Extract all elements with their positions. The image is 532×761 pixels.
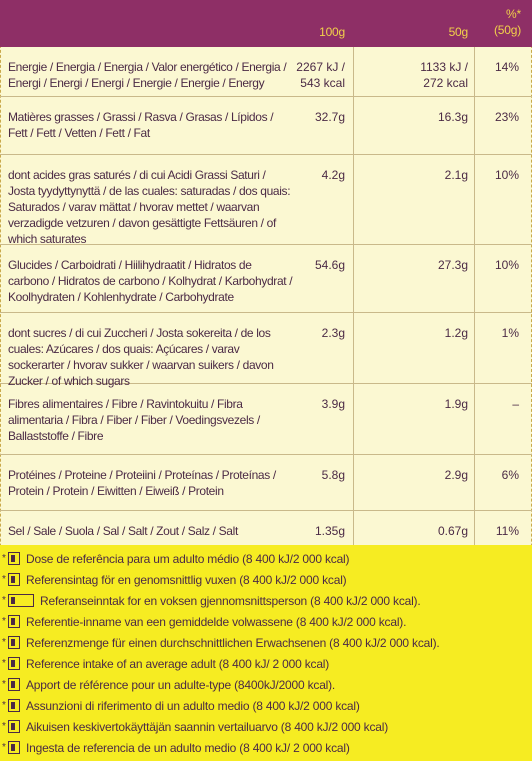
value-per-100g: 1.35g — [314, 524, 345, 538]
footnote-line — [2, 696, 530, 716]
value-per-100g: 2.3g — [321, 326, 345, 340]
table-row — [0, 155, 532, 245]
footnote-marker: * — [2, 574, 6, 585]
table-row — [0, 455, 532, 511]
reference-intake-percent: 11% — [495, 524, 519, 538]
de-flag-icon — [8, 636, 20, 649]
footnote-marker: * — [2, 595, 6, 606]
footnote-text: Reference intake of an average adult (8 400 kJ/ 2 000 kcal) — [26, 657, 330, 671]
value-per-50g: 1133 kJ / 272 kcal — [420, 60, 468, 90]
footnote-line — [2, 633, 530, 653]
table-row — [0, 511, 532, 545]
value-per-50g: 0.67g — [437, 524, 468, 538]
value-per-50g: 2.9g — [444, 468, 468, 482]
footnote-marker: * — [2, 637, 6, 648]
value-per-50g: 1.2g — [444, 326, 468, 340]
value-per-100g: 3.9g — [321, 397, 345, 411]
reference-intake-footnotes — [0, 545, 532, 761]
table-header — [0, 0, 532, 47]
footnote-line — [2, 717, 530, 737]
no-dk-flag-icon — [8, 594, 34, 607]
table-row — [0, 97, 532, 155]
footnote-text: Assunzioni di riferimento di un adulto medio (8 400 kJ/2 000 kcal) — [26, 699, 360, 713]
fr-flag-icon — [8, 678, 20, 691]
footnote-text: Apport de référence pour un adulte-type (8400kJ/2000 kcal). — [26, 678, 336, 692]
gb-flag-icon — [8, 657, 20, 670]
es-flag-icon — [8, 741, 20, 754]
value-per-50g: 16.3g — [437, 110, 468, 124]
value-per-100g: 54.6g — [314, 258, 345, 272]
table-row — [0, 384, 532, 455]
reference-intake-percent: 10% — [494, 168, 519, 182]
column-header-percent-portion: (50g) — [493, 23, 521, 37]
value-per-50g: 1.9g — [444, 397, 468, 411]
footnote-text: Dose de referência para um adulto médio (8 400 kJ/2 000 kcal) — [26, 552, 350, 566]
it-flag-icon — [8, 699, 20, 712]
footnote-marker: * — [2, 658, 6, 669]
nutrient-label: Glucides / Carboidrati / Hiilihydraatit / Hidratos de carbono / Hidratos de carbono / Kolhydrat / Karbohydrat / Koolhydraten / Kohlenhydrate / Carbohydrate — [8, 258, 293, 304]
footnote-line — [2, 654, 530, 674]
footnote-text: Referentie-inname van een gemiddelde volwassene (8 400 kJ/2 000 kcal). — [26, 615, 407, 629]
table-row — [0, 313, 532, 388]
nl-flag-icon — [8, 615, 20, 628]
fi-flag-icon — [8, 720, 20, 733]
value-per-100g: 32.7g — [314, 110, 345, 124]
footnote-text: Ingesta de referencia de un adulto medio (8 400 kJ/ 2 000 kcal) — [26, 741, 350, 755]
nutrient-label: Sel / Sale / Suola / Sal / Salt / Zout / Salz / Salt — [8, 524, 238, 538]
nutrient-label: dont sucres / di cui Zuccheri / Josta sokereita / de los cuales: Azúcares / dos quais: Açúcares / varav sockerarter / hvorav sukker / waarvan suikers / davon Zucker / of which sugars — [8, 326, 274, 388]
footnote-marker: * — [2, 700, 6, 711]
reference-intake-percent: 23% — [494, 110, 519, 124]
se-flag-icon — [8, 573, 20, 586]
footnote-line — [2, 612, 530, 632]
value-per-50g: 27.3g — [437, 258, 468, 272]
footnote-marker: * — [2, 679, 6, 690]
table-row — [0, 245, 532, 313]
footnote-line — [2, 675, 530, 695]
footnote-text: Referensintag för en genomsnittlig vuxen (8 400 kJ/2 000 kcal) — [26, 573, 347, 587]
value-per-100g: 4.2g — [321, 168, 345, 182]
footnote-line — [2, 591, 530, 611]
footnote-line — [2, 570, 530, 590]
footnote-text: Referenzmenge für einen durchschnittlichen Erwachsenen (8 400 kJ/2 000 kcal). — [26, 636, 440, 650]
column-header-percent-symbol: %* — [506, 7, 521, 21]
reference-intake-percent: – — [512, 397, 519, 411]
footnote-marker: * — [2, 553, 6, 564]
nutrient-label: Energie / Energia / Energia / Valor energético / Energia / Energi / Energi / Energi / Energie / Energie / Energy — [8, 60, 287, 90]
column-header-percent — [478, 6, 521, 38]
nutrient-label: Fibres alimentaires / Fibre / Ravintokuitu / Fibra alimentaria / Fibra / Fiber / Fiber / Voedingsvezels / Ballaststoffe / Fibre — [8, 397, 260, 443]
footnote-marker: * — [2, 616, 6, 627]
column-header-100g: 100g — [319, 25, 345, 39]
footnote-marker: * — [2, 742, 6, 753]
reference-intake-percent: 10% — [494, 258, 519, 272]
value-per-50g: 2.1g — [444, 168, 468, 182]
pt-flag-icon — [8, 552, 20, 565]
footnote-line — [2, 549, 530, 569]
reference-intake-percent: 6% — [501, 468, 519, 482]
reference-intake-percent: 14% — [494, 60, 519, 74]
footnote-text: Referanseinntak for en voksen gjennomsnittsperson (8 400 kJ/2 000 kcal). — [40, 594, 421, 608]
nutrient-label: dont acides gras saturés / di cui Acidi Grassi Saturi / Josta tyydyttynyttä / de las cuales: saturadas / dos quais: Saturados / varav mättat / hvorav mettet / waarvan verzadigde vetzuren / davon gesättigte Fettsäuren / of which saturates — [8, 168, 291, 246]
column-header-50g: 50g — [448, 25, 468, 39]
table-row — [0, 47, 532, 97]
footnote-text: Aikuisen keskivertokäyttäjän saannin vertailuarvo (8 400 kJ/2 000 kcal) — [26, 720, 388, 734]
footnote-line — [2, 738, 530, 758]
value-per-100g: 5.8g — [321, 468, 345, 482]
nutrient-label: Matières grasses / Grassi / Rasva / Grasas / Lípidos / Fett / Fett / Vetten / Fett / Fat — [8, 110, 274, 140]
nutrient-label: Protéines / Proteine / Proteiini / Proteínas / Proteínas / Protein / Protein / Eiwitten / Eiweiß / Protein — [8, 468, 276, 498]
reference-intake-percent: 1% — [501, 326, 519, 340]
value-per-100g: 2267 kJ / 543 kcal — [296, 60, 345, 90]
footnote-marker: * — [2, 721, 6, 732]
